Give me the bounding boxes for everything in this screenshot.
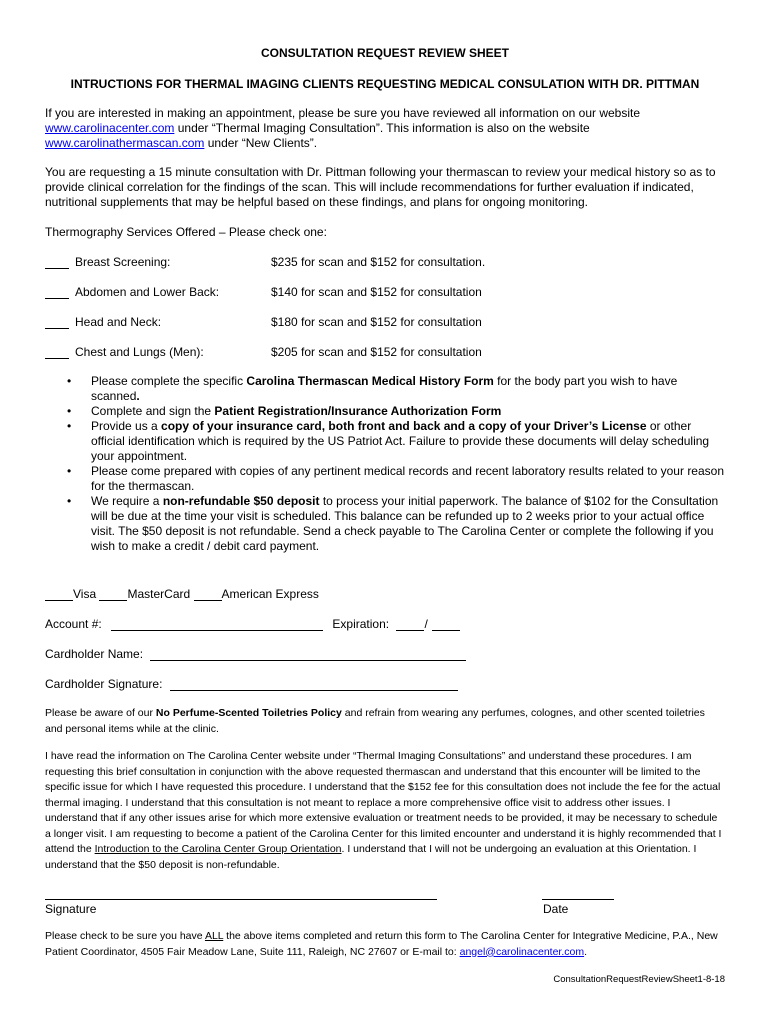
- closing-instructions: [45, 929, 725, 960]
- consultation-paragraph: You are requesting a 15 minute consultation with Dr. Pittman following your thermascan to review your medical history so as to provide clinical correlation for the findings of the scan. This will include recommendations for further evaluation if indicated, nutritional supplements that may be helpful based on these findings, and plans for ongoing monitoring.: [45, 165, 716, 209]
- date-label: Date: [543, 902, 569, 916]
- mastercard-check-blank[interactable]: [99, 589, 127, 601]
- perfume-text: Please be aware of our: [45, 707, 156, 719]
- expiration-separator: /: [424, 617, 428, 631]
- bullet-icon: •: [67, 419, 72, 433]
- account-row: [45, 617, 460, 631]
- closing-text: Please check to be sure you have: [45, 930, 205, 942]
- visa-check-blank[interactable]: [45, 589, 73, 601]
- date-line[interactable]: [542, 899, 614, 900]
- acknowledgement-text-2: . I understand that I will not be undergoing an evaluation at this Orientation. I understand that the $50 deposit is non-refundable.: [45, 843, 697, 871]
- service-row: [45, 315, 725, 330]
- list-item: [45, 419, 725, 464]
- bullet-text: Provide us a: [91, 419, 162, 433]
- bullet-text: Complete and sign the: [91, 404, 215, 418]
- mastercard-label: MasterCard: [127, 587, 191, 601]
- intro-paragraph: [45, 106, 725, 151]
- bullet-icon: •: [67, 374, 72, 388]
- bullet-bold-text: copy of your insurance card, both front and back and a copy of your Driver’s License: [161, 419, 647, 433]
- perfume-policy-paragraph: [45, 706, 725, 737]
- expiration-label: Expiration:: [332, 617, 390, 631]
- signature-label: Signature: [45, 902, 97, 916]
- amex-check-blank[interactable]: [194, 589, 222, 601]
- acknowledgement-text: I have read the information on The Carolina Center website under “Thermal Imaging Consultations” and understand these procedures. I am requesting this brief consultation in conjunction with the above requested thermascan and understand that this encounter will be limited to the specific issue for which I have requested this procedure. I understand that the $152 fee for this consultation does not include the fee for the actual thermal imaging. I understand that this consultation is not meant to replace a more comprehensive office visit to address other issues. I understand that if any other issues arise for which more extensive evaluation or treatment needs to be provided, it may be necessary to schedule a longer visit. I am requesting to become a patient of the Carolina Center for this limited encounter and understand it is highly recommended that I attend the: [45, 750, 722, 855]
- service-check-blank[interactable]: [45, 317, 69, 329]
- service-row: [45, 255, 725, 270]
- intro-text: If you are interested in making an appointment, please be sure you have reviewed all information on our website: [45, 106, 641, 120]
- expiration-month-field[interactable]: [396, 619, 424, 631]
- expiration-year-field[interactable]: [432, 619, 460, 631]
- service-name: Chest and Lungs (Men):: [75, 345, 204, 359]
- cardholder-name-row: [45, 647, 466, 661]
- requirements-list: [45, 374, 725, 554]
- card-type-row: [45, 587, 319, 601]
- service-name: Abdomen and Lower Back:: [75, 285, 220, 299]
- visa-label: Visa: [73, 587, 97, 601]
- service-price: $235 for scan and $152 for consultation.: [271, 255, 486, 269]
- service-price: $180 for scan and $152 for consultation: [271, 315, 482, 329]
- bullet-text: or other official identification which is required by the US Patriot Act. Failure to provide these documents will delay scheduling your appointment.: [91, 419, 710, 463]
- services-heading: Thermography Services Offered – Please check one:: [45, 225, 327, 239]
- document-id: ConsultationRequestReviewSheet1-8-18: [553, 974, 725, 985]
- page-title: CONSULTATION REQUEST REVIEW SHEET: [260, 46, 509, 60]
- closing-text-3: .: [584, 945, 588, 958]
- cardholder-signature-field[interactable]: [170, 679, 458, 691]
- acknowledgement-paragraph: [45, 749, 725, 873]
- page-subtitle: INTRUCTIONS FOR THERMAL IMAGING CLIENTS REQUESTING MEDICAL CONSULATION WITH DR. PITTMAN: [70, 77, 700, 91]
- amex-label: American Express: [221, 587, 319, 601]
- cardholder-name-label: Cardholder Name:: [45, 647, 144, 661]
- service-check-blank[interactable]: [45, 257, 69, 269]
- list-item: [45, 374, 725, 404]
- service-check-blank[interactable]: [45, 287, 69, 299]
- email-link[interactable]: angel@carolinacenter.com: [459, 945, 585, 958]
- orientation-link-text: Introduction to the Carolina Center Group Orientation: [94, 843, 342, 855]
- closing-text-2: the above items completed and return this form to The Carolina Center for Integrative Medicine, P.A., New Patient Coordinator, 4505 Fair Meadow Lane, Suite 111, Raleigh, NC 27607 or E-mail to:: [45, 930, 718, 958]
- bullet-bold-text: Carolina Thermascan Medical History Form: [246, 374, 494, 388]
- bullet-icon: •: [67, 464, 72, 478]
- bullet-bold-text: .: [136, 389, 140, 403]
- service-price: $140 for scan and $152 for consultation: [271, 285, 482, 299]
- list-item: [45, 404, 725, 419]
- service-price: $205 for scan and $152 for consultation: [271, 345, 482, 359]
- intro-text-2: under “Thermal Imaging Consultation”. This information is also on the website: [174, 121, 590, 135]
- cardholder-name-field[interactable]: [150, 649, 466, 661]
- bullet-bold-text: Patient Registration/Insurance Authorization Form: [214, 404, 502, 418]
- perfume-policy-name: No Perfume-Scented Toiletries Policy: [155, 707, 342, 719]
- bullet-icon: •: [67, 494, 72, 508]
- service-name: Head and Neck:: [75, 315, 162, 329]
- list-item: [45, 494, 725, 554]
- service-row: [45, 345, 725, 360]
- bullet-text: to process your initial paperwork. The balance of $102 for the Consultation will be due at the time your visit is scheduled. This balance can be refunded up to 2 weeks prior to your actual office visit. The $50 deposit is not refundable. Send a check payable to The Carolina Center or complete the following if you wish to make a credit / debit card payment.: [91, 494, 719, 553]
- account-label: Account #:: [45, 617, 102, 631]
- signature-line[interactable]: [45, 899, 437, 900]
- service-check-blank[interactable]: [45, 347, 69, 359]
- cardholder-signature-row: [45, 677, 458, 691]
- bullet-icon: •: [67, 404, 72, 418]
- bullet-text: Please come prepared with copies of any pertinent medical records and recent laboratory results related to your reason for the thermascan.: [91, 464, 725, 493]
- perfume-text-2: and refrain from wearing any perfumes, colognes, and other scented toiletries and personal items while at the clinic.: [45, 707, 705, 735]
- intro-text-3: under “New Clients”.: [204, 136, 318, 150]
- bullet-bold-text: non-refundable $50 deposit: [162, 494, 320, 508]
- carolinathermascan-link[interactable]: www.carolinathermascan.com: [45, 136, 205, 150]
- cardholder-signature-label: Cardholder Signature:: [45, 677, 163, 691]
- list-item: [45, 464, 725, 494]
- carolinacenter-link[interactable]: www.carolinacenter.com: [45, 121, 175, 135]
- account-number-field[interactable]: [111, 619, 323, 631]
- bullet-text: for the body part you wish to have scanned: [91, 374, 678, 403]
- closing-emphasis: ALL: [204, 930, 224, 942]
- bullet-text: Please complete the specific: [91, 374, 247, 388]
- bullet-text: We require a: [91, 494, 163, 508]
- service-row: [45, 285, 725, 300]
- service-name: Breast Screening:: [75, 255, 171, 269]
